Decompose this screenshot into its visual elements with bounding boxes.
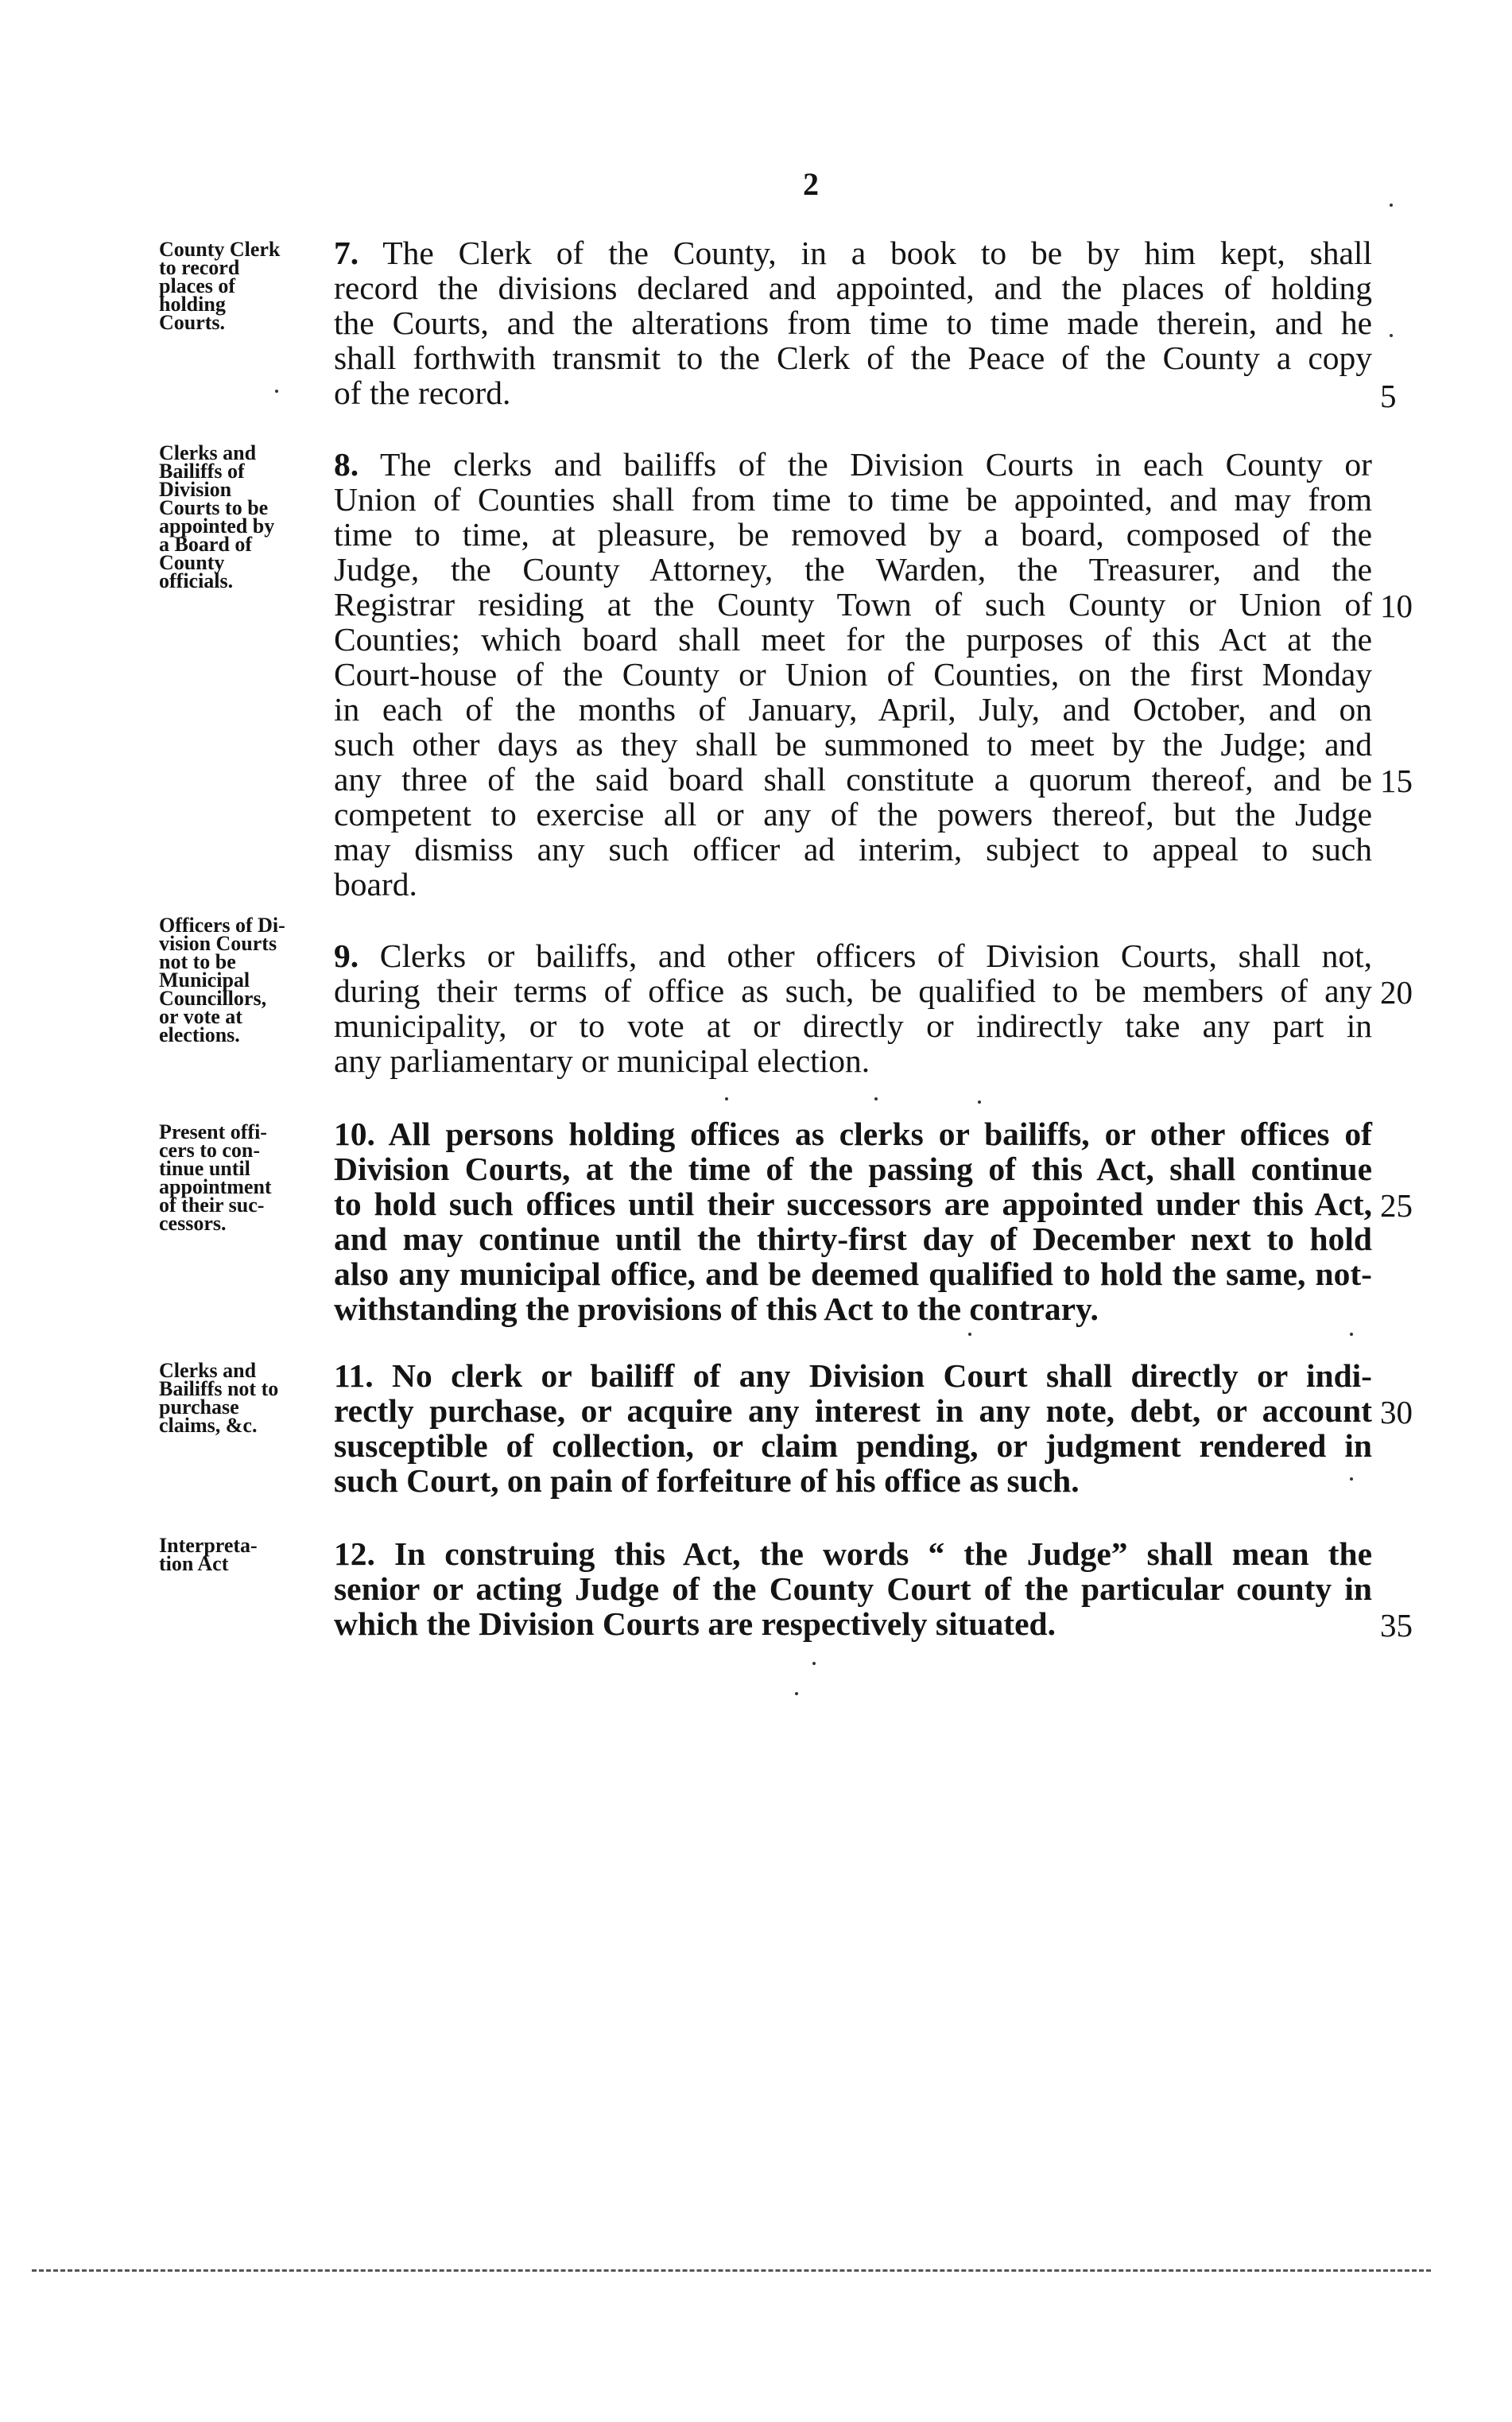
marginal-note-line: a Board of <box>159 533 252 556</box>
text-line <box>334 447 1372 482</box>
marginal-note-line: Clerks and <box>159 441 257 464</box>
text-line: Counties; which board shall meet for the purposes of this Act at the <box>334 621 1372 658</box>
text-line: Registrar residing at the County Town of such County or Union of <box>334 586 1372 623</box>
section-text <box>334 1116 1372 1326</box>
marginal-note-line: appointment <box>159 1175 272 1198</box>
print-speck <box>968 1333 971 1336</box>
text-line: such Court, on pain of forfeiture of his office as such. <box>334 1462 1080 1499</box>
marginal-note-line: tinue until <box>159 1157 250 1180</box>
text-line: any three of the said board shall constitute a quorum thereof, and be <box>334 761 1372 798</box>
marginal-note-line: Division <box>159 478 232 501</box>
print-speck <box>1390 334 1393 337</box>
section-text <box>334 235 1372 410</box>
text-line: shall forthwith transmit to the Clerk of the Peace of the County a copy <box>334 340 1372 376</box>
text-line: and may continue until the thirty-first day of December next to hold <box>334 1221 1372 1257</box>
line-number: 20 <box>1380 974 1413 1011</box>
marginal-note-line: Courts. <box>159 311 226 334</box>
marginal-note-line: officials. <box>159 569 234 592</box>
marginal-note-line: Interpreta- <box>159 1534 258 1557</box>
section-text <box>334 1358 1372 1498</box>
marginal-note-line: Present offi- <box>159 1120 267 1143</box>
marginal-note-line: Bailiffs of <box>159 460 245 483</box>
marginal-note-line: Municipal <box>159 968 250 992</box>
text-line: in each of the months of January, April, July, and October, and on <box>334 691 1372 728</box>
marginal-note-line: Courts to be <box>159 496 269 519</box>
marginal-note-line: of their suc- <box>159 1194 265 1217</box>
marginal-note <box>159 240 326 332</box>
marginal-note-line: elections. <box>159 1023 240 1046</box>
line-number: 5 <box>1380 378 1397 414</box>
text-span: Clerks or bailiffs, and other officers of Division Courts, shall not, <box>379 937 1373 974</box>
text-line: of the record. <box>334 375 511 411</box>
text-line: may dismiss any such officer ad interim, subject to appeal to such <box>334 831 1372 867</box>
marginal-note-line: Officers of Di- <box>159 914 285 937</box>
section-text <box>334 447 1372 902</box>
text-line: also any municipal office, and be deemed qualified to hold the same, not- <box>334 1256 1372 1292</box>
print-speck <box>812 1662 816 1665</box>
marginal-note-line: appointed by <box>159 514 275 538</box>
marginal-note-line: Bailiffs not to <box>159 1377 279 1400</box>
section-text <box>334 1536 1372 1641</box>
text-line: record the divisions declared and appointed, and the places of holding <box>334 270 1372 306</box>
page-number: 2 <box>803 166 819 202</box>
text-line <box>334 1536 1372 1571</box>
line-number: 25 <box>1380 1187 1413 1224</box>
text-line: time to time, at pleasure, be removed by a board, composed of the <box>334 516 1372 553</box>
line-number: 10 <box>1380 588 1413 624</box>
text-line: withstanding the provisions of this Act to the contrary. <box>334 1291 1099 1327</box>
text-line: Court-house of the County or Union of Counties, on the first Monday <box>334 656 1372 693</box>
text-line: competent to exercise all or any of the powers thereof, but the Judge <box>334 796 1372 833</box>
page-rule <box>32 2269 1431 2272</box>
marginal-note-line: to record <box>159 256 240 279</box>
text-line: susceptible of collection, or claim pending, or judgment rendered in <box>334 1427 1372 1464</box>
section-number: 10. <box>334 1116 375 1152</box>
section-number: 8. <box>334 446 359 483</box>
section-number: 12. <box>334 1535 375 1572</box>
marginal-note-line: Councillors, <box>159 987 267 1010</box>
text-span: The Clerk of the County, in a book to be by him kept, shall <box>382 235 1372 271</box>
text-span: All persons holding offices as clerks or bailiffs, or other offices of <box>388 1116 1372 1152</box>
text-line: which the Division Courts are respectively situated. <box>334 1605 1056 1642</box>
print-speck <box>1390 204 1393 207</box>
text-line: during their terms of office as such, be qualified to be members of any <box>334 972 1372 1009</box>
text-line: board. <box>334 866 417 902</box>
text-line: Union of Counties shall from time to time be appointed, and may from <box>334 481 1372 518</box>
text-line <box>334 938 1372 973</box>
marginal-note-line: purchase <box>159 1395 239 1419</box>
line-number: 35 <box>1380 1607 1413 1644</box>
marginal-note-line: claims, &c. <box>159 1414 258 1437</box>
marginal-note-line: vision Courts <box>159 932 277 955</box>
marginal-note <box>159 1359 326 1437</box>
marginal-note-line: places of <box>159 274 236 297</box>
print-speck <box>874 1097 878 1100</box>
section-number: 7. <box>334 235 359 271</box>
text-line: such other days as they shall be summoned to meet by the Judge; and <box>334 726 1372 763</box>
marginal-note-line: cessors. <box>159 1212 227 1235</box>
marginal-note-line: County <box>159 551 225 574</box>
marginal-note-line: County Clerk <box>159 238 281 261</box>
line-number: 15 <box>1380 763 1413 799</box>
text-span: The clerks and bailiffs of the Division Courts in each County or <box>379 446 1372 483</box>
text-line <box>334 1116 1372 1151</box>
section-number: 9. <box>334 937 359 974</box>
text-line: Judge, the County Attorney, the Warden, the Treasurer, and the <box>334 551 1372 588</box>
marginal-note-line: tion Act <box>159 1552 229 1575</box>
section-number: 11. <box>334 1357 374 1394</box>
print-speck <box>1350 1333 1353 1336</box>
marginal-note-line: or vote at <box>159 1005 242 1028</box>
marginal-note-line: Clerks and <box>159 1359 257 1382</box>
text-line: municipality, or to vote at or directly or indirectly take any part in <box>334 1007 1372 1044</box>
text-line <box>334 1358 1372 1393</box>
marginal-note <box>159 1536 326 1573</box>
print-speck <box>275 390 278 393</box>
print-speck <box>1350 1477 1353 1481</box>
marginal-note-line: holding <box>159 293 226 316</box>
marginal-note <box>159 1120 326 1235</box>
text-line: Division Courts, at the time of the passing of this Act, shall continue <box>334 1151 1372 1187</box>
text-line: rectly purchase, or acquire any interest in any note, debt, or account <box>334 1392 1372 1429</box>
text-line: any parliamentary or municipal election. <box>334 1042 870 1079</box>
line-number: 30 <box>1380 1394 1413 1430</box>
text-span: No clerk or bailiff of any Division Court shall directly or indi- <box>392 1357 1372 1394</box>
print-speck <box>978 1100 981 1104</box>
text-span: In construing this Act, the words “ the Judge” shall mean the <box>394 1535 1373 1572</box>
print-speck <box>795 1692 798 1695</box>
text-line: to hold such offices until their successors are appointed under this Act, <box>334 1186 1372 1222</box>
text-line: the Courts, and the alterations from time to time made therein, and he <box>334 305 1372 341</box>
marginal-note-line: cers to con- <box>159 1139 261 1162</box>
marginal-note <box>159 916 326 1044</box>
text-line <box>334 235 1372 270</box>
print-speck <box>725 1097 728 1100</box>
section-text <box>334 938 1372 1078</box>
marginal-note <box>159 441 326 592</box>
marginal-note-line: not to be <box>159 950 236 973</box>
text-line: senior or acting Judge of the County Court of the particular county in <box>334 1570 1372 1607</box>
